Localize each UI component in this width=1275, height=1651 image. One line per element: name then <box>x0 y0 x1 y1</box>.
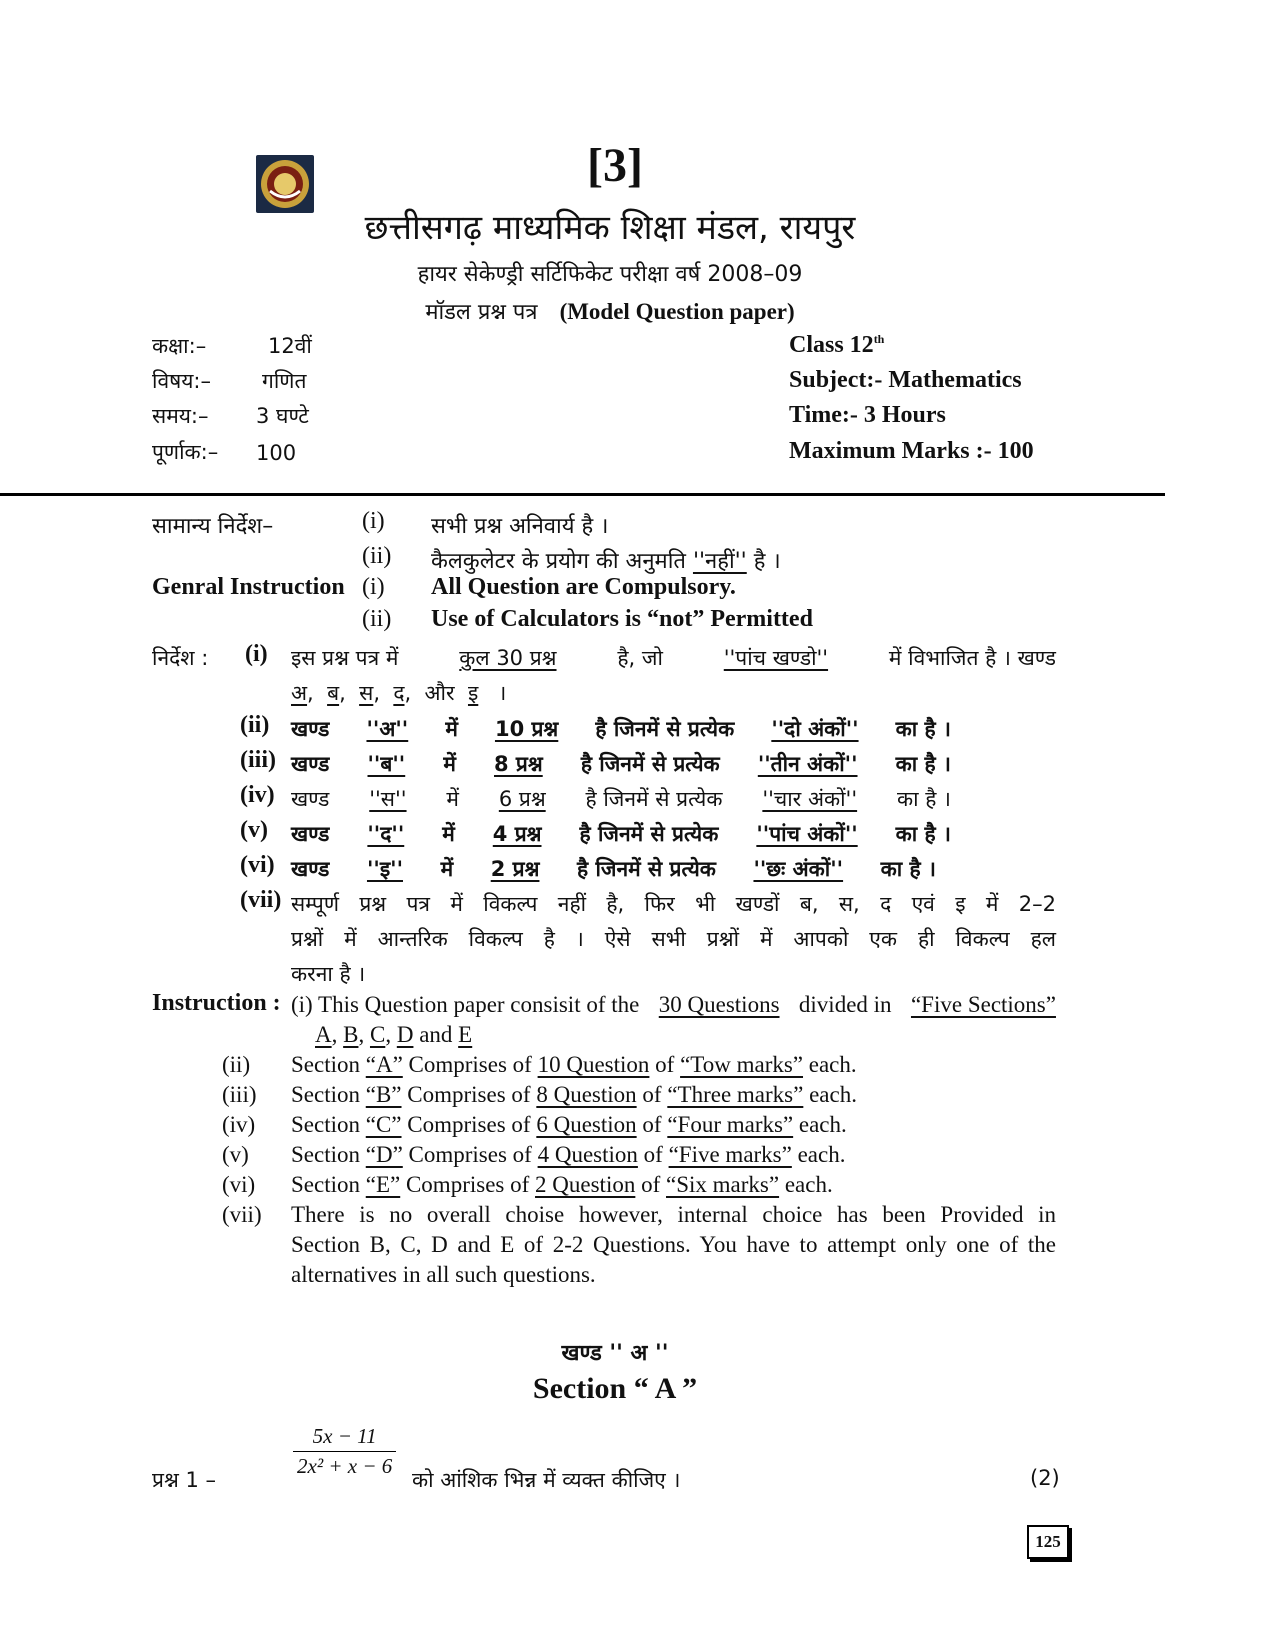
nirdesh-item-sec: ''द'' <box>367 822 405 846</box>
general-hi-2-b: ''नहीं'' <box>692 549 747 574</box>
general-en-1: All Question are Compulsory. <box>431 574 736 600</box>
nirdesh-ka-hai: का है । <box>895 752 951 776</box>
instruction-each: each. <box>809 1082 857 1107</box>
instruction-item-count: 8 Question <box>536 1082 637 1107</box>
nirdesh-item-marks: ''पांच अंकों'' <box>756 822 858 846</box>
nirdesh-vii-line2: प्रश्नों में आन्तरिक विकल्प है । ऐसे सभी प्रश्नों में आपको एक ही विकल्प हल <box>291 927 1056 951</box>
nirdesh-item-num: (vi) <box>240 852 275 878</box>
question-1-fraction <box>293 1424 396 1479</box>
instruction-item-sec: “C” <box>365 1112 402 1137</box>
instruction-of: of <box>655 1052 675 1077</box>
nirdesh-i-line1 <box>291 644 1056 672</box>
nirdesh-sec-d: द <box>393 681 405 705</box>
instruction-vii-line1: There is no overall choise however, internal choice has been Provided in <box>291 1202 1056 1227</box>
instruction-i-a: (i) This Question paper consisit of the <box>291 992 640 1017</box>
nirdesh-hai-prat: है जिनमें से प्रत्येक <box>595 717 735 741</box>
nirdesh-i-d: ''पांच खण्डो'' <box>723 646 829 670</box>
instruction-vii-line3: alternatives in all such questions. <box>291 1262 596 1287</box>
page-number: 125 <box>1027 1525 1069 1559</box>
instruction-item-sec: “B” <box>365 1082 402 1107</box>
instruction-item-marks: “Four marks” <box>667 1112 794 1137</box>
instruction-and: and <box>419 1022 453 1047</box>
instruction-item-marks: “Six marks” <box>666 1172 780 1197</box>
nirdesh-khand: खण्ड <box>291 717 330 741</box>
marks-label-hi: पूर्णाक:– <box>152 440 219 464</box>
nirdesh-item <box>291 820 951 848</box>
nirdesh-vii-line1: सम्पूर्ण प्रश्न पत्र में विकल्प नहीं है, फिर भी खण्डों ब, स, द एवं इ में 2–2 <box>291 892 1056 916</box>
section-title-en: Section “ A ” <box>532 1372 698 1405</box>
nirdesh-vii-line3: करना है । <box>291 962 366 986</box>
nirdesh-item-count: 4 प्रश्न <box>492 822 542 846</box>
instruction-of: of <box>642 1112 662 1137</box>
nirdesh-item-sec: ''अ'' <box>366 717 409 741</box>
nirdesh-mein: में <box>440 857 454 881</box>
class-en-sup: th <box>873 332 885 346</box>
instruction-item-num: (iii) <box>222 1082 257 1107</box>
nirdesh-hai-prat: है जिनमें से प्रत्येक <box>580 752 720 776</box>
general-en-ii: (ii) <box>362 606 392 632</box>
instruction-item-sec: “E” <box>365 1172 401 1197</box>
instruction-item-count: 10 Question <box>537 1052 650 1077</box>
nirdesh-item-num: (iv) <box>240 782 275 808</box>
nirdesh-and: और <box>424 681 455 705</box>
nirdesh-mein: में <box>443 752 456 776</box>
instruction-item <box>291 1142 845 1168</box>
instruction-item <box>291 1082 857 1108</box>
instruction-sec-e: E <box>458 1022 473 1047</box>
nirdesh-ka-hai: का है । <box>880 857 936 881</box>
instruction-item-num: (v) <box>222 1142 249 1167</box>
instruction-sec-c: C <box>369 1022 386 1047</box>
instruction-section-word: Section <box>291 1052 360 1077</box>
class-value-hi: 12वीं <box>268 334 312 358</box>
nirdesh-item-marks: ''चार अंकों'' <box>762 787 858 811</box>
instruction-of: of <box>641 1172 661 1197</box>
nirdesh-ka-hai: का है । <box>895 822 951 846</box>
instruction-each: each. <box>798 1112 847 1137</box>
nirdesh-ka-hai: का है । <box>896 787 951 811</box>
instruction-i-line1 <box>291 992 1056 1018</box>
instruction-section-word: Section <box>291 1172 360 1197</box>
instruction-vii-num: (vii) <box>222 1202 262 1227</box>
instruction-vii-line2: Section B, C, D and E of 2-2 Questions. You have to attempt only one of the <box>291 1232 1056 1257</box>
instruction-comprises: Comprises of <box>407 1112 531 1137</box>
instruction-item-marks: “Three marks” <box>667 1082 804 1107</box>
instruction-item-sec: “A” <box>365 1052 403 1077</box>
instruction-item-num: (iv) <box>222 1112 256 1137</box>
instruction-i-c: divided in <box>798 992 892 1017</box>
nirdesh-item-sec: ''ब'' <box>367 752 406 776</box>
general-label-en: Genral Instruction <box>152 574 345 600</box>
nirdesh-item-count: 8 प्रश्न <box>494 752 543 776</box>
class-label-hi: कक्षा:– <box>152 334 207 358</box>
nirdesh-i-c: है, जो <box>617 646 663 670</box>
header-divider <box>0 493 1165 496</box>
instruction-each: each. <box>784 1172 833 1197</box>
time-en: Time:- 3 Hours <box>789 402 946 428</box>
section-title-hi: खण्ड '' अ '' <box>561 1341 669 1366</box>
nirdesh-mein: में <box>442 822 455 846</box>
nirdesh-item-marks: ''दो अंकों'' <box>771 717 859 741</box>
instruction-section-word: Section <box>291 1082 360 1107</box>
fraction-denominator: 2x² + x − 6 <box>297 1454 393 1478</box>
instruction-i-line2: A, B, C, D and E <box>315 1022 473 1047</box>
nirdesh-i-a: इस प्रश्न पत्र में <box>291 646 399 670</box>
general-ii: (ii) <box>362 543 392 569</box>
nirdesh-sec-b: ब <box>327 681 340 705</box>
general-i: (i) <box>362 508 385 534</box>
general-en-2: Use of Calculators is “not” Permitted <box>431 606 813 632</box>
nirdesh-sec-a: अ <box>291 681 308 705</box>
nirdesh-i-line2: अ, ब, स, द, और इ । <box>291 681 507 705</box>
instruction-item <box>291 1172 833 1198</box>
marks-value-hi: 100 <box>256 441 297 465</box>
nirdesh-item-num: (ii) <box>240 712 270 738</box>
fraction-numerator: 5x − 11 <box>293 1424 396 1452</box>
instruction-sec-a: A <box>315 1022 332 1047</box>
general-hi-2 <box>431 545 781 575</box>
instruction-item-marks: “Five marks” <box>668 1142 792 1167</box>
instruction-i-b: 30 Questions <box>658 992 780 1017</box>
nirdesh-item-sec: ''इ'' <box>366 857 403 881</box>
nirdesh-label: निर्देश : <box>152 646 209 670</box>
nirdesh-item-count: 6 प्रश्न <box>498 787 546 811</box>
question-1-text: को आंशिक भिन्न में व्यक्त कीजिए । <box>412 1468 681 1492</box>
nirdesh-item-marks: ''छः अंकों'' <box>753 857 844 881</box>
instruction-sec-b: B <box>343 1022 359 1047</box>
instruction-item-count: 4 Question <box>537 1142 638 1167</box>
instruction-each: each. <box>808 1052 857 1077</box>
instruction-item-count: 6 Question <box>536 1112 637 1137</box>
instruction-item <box>291 1112 847 1138</box>
instruction-i-d: “Five Sections” <box>910 992 1056 1017</box>
nirdesh-khand: खण्ड <box>291 752 330 776</box>
nirdesh-end: । <box>498 681 507 705</box>
nirdesh-item-count: 10 प्रश्न <box>494 717 559 741</box>
nirdesh-i-b: कुल 30 प्रश्न <box>459 646 557 670</box>
general-label-hi: सामान्य निर्देश– <box>152 514 274 539</box>
subject-label-hi: विषय:– <box>152 369 212 393</box>
question-1-marks: (2) <box>1030 1466 1060 1490</box>
exam-name: हायर सेकेण्ड्री सर्टिफिकेट परीक्षा वर्ष 2008–09 <box>417 262 803 287</box>
instruction-item-num: (ii) <box>222 1052 251 1077</box>
nirdesh-vii-num: (vii) <box>240 887 282 913</box>
instruction-label: Instruction : <box>152 990 281 1016</box>
nirdesh-item-count: 2 प्रश्न <box>490 857 540 881</box>
instruction-item-sec: “D” <box>365 1142 403 1167</box>
instruction-item-marks: “Tow marks” <box>680 1052 804 1077</box>
nirdesh-hai-prat: है जिनमें से प्रत्येक <box>585 787 723 811</box>
paper-number: [3] <box>587 139 643 192</box>
nirdesh-item <box>291 785 951 813</box>
nirdesh-hai-prat: है जिनमें से प्रत्येक <box>577 857 716 881</box>
board-name: छत्तीसगढ़ माध्यमिक शिक्षा मंडल, रायपुर <box>364 208 856 248</box>
instruction-item-num: (vi) <box>222 1172 256 1197</box>
nirdesh-i-e: में विभाजित है । खण्ड <box>888 646 1056 670</box>
nirdesh-item-marks: ''तीन अंकों'' <box>757 752 858 776</box>
general-hi-1: सभी प्रश्न अनिवार्य है । <box>431 514 609 539</box>
general-hi-2-a: कैलकुलेटर के प्रयोग की अनुमति <box>431 549 686 574</box>
subject-value-hi: गणित <box>262 369 307 393</box>
nirdesh-sec-e: इ <box>467 681 479 705</box>
instruction-comprises: Comprises of <box>408 1052 532 1077</box>
instruction-each: each. <box>797 1142 846 1167</box>
nirdesh-item <box>291 750 951 778</box>
nirdesh-mein: में <box>446 787 459 811</box>
nirdesh-mein: में <box>445 717 458 741</box>
instruction-comprises: Comprises of <box>407 1082 531 1107</box>
general-en-i: (i) <box>362 574 385 600</box>
class-en-text: Class 12 <box>789 332 874 358</box>
nirdesh-i: (i) <box>245 641 268 667</box>
model-paper-title <box>0 296 1220 326</box>
nirdesh-item <box>291 855 936 883</box>
marks-en: Maximum Marks :- 100 <box>789 438 1034 464</box>
nirdesh-item-sec: ''स'' <box>369 787 407 811</box>
time-value-hi: 3 घण्टे <box>256 404 309 428</box>
instruction-item-count: 2 Question <box>535 1172 636 1197</box>
nirdesh-item-num: (iii) <box>240 747 276 773</box>
instruction-comprises: Comprises of <box>405 1172 530 1197</box>
nirdesh-sec-c: स <box>359 681 374 705</box>
instruction-item <box>291 1052 857 1078</box>
subject-en: Subject:- Mathematics <box>789 367 1022 393</box>
general-hi-2-c: है । <box>753 549 781 574</box>
nirdesh-item <box>291 715 951 743</box>
instruction-comprises: Comprises of <box>408 1142 532 1167</box>
nirdesh-ka-hai: का है । <box>895 717 951 741</box>
model-paper-hi: मॉडल प्रश्न पत्र <box>425 300 538 325</box>
instruction-of: of <box>642 1082 662 1107</box>
instruction-sec-d: D <box>396 1022 414 1047</box>
instruction-section-word: Section <box>291 1142 360 1167</box>
instruction-section-word: Section <box>291 1112 360 1137</box>
nirdesh-khand: खण्ड <box>291 822 330 846</box>
nirdesh-item-num: (v) <box>240 817 268 843</box>
model-paper-en: (Model Question paper) <box>559 299 795 324</box>
question-1-label: प्रश्न 1 – <box>152 1468 217 1492</box>
nirdesh-hai-prat: है जिनमें से प्रत्येक <box>579 822 719 846</box>
nirdesh-khand: खण्ड <box>291 787 330 811</box>
nirdesh-khand: खण्ड <box>291 857 330 881</box>
time-label-hi: समय:– <box>152 404 209 428</box>
class-en <box>789 332 884 359</box>
instruction-of: of <box>643 1142 663 1167</box>
